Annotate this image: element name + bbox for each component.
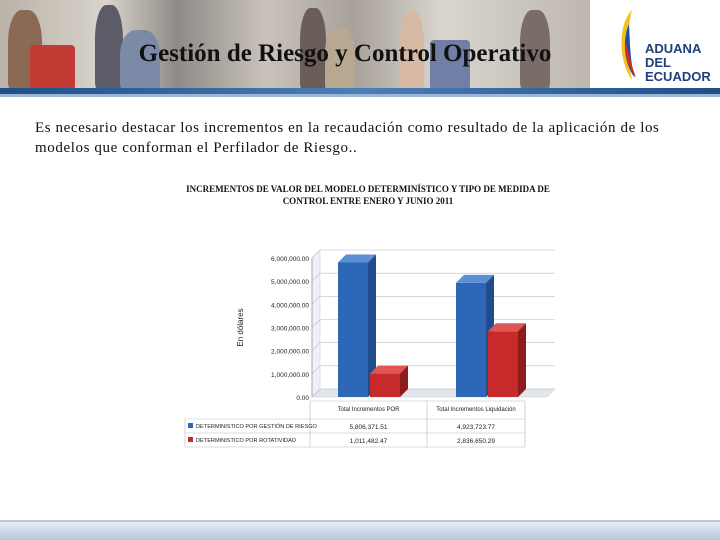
chart-svg [196, 215, 560, 447]
legend-swatch [188, 437, 193, 442]
bar-deterministico-rotatividad [370, 374, 400, 397]
category-label: Total Incrementos POR [337, 407, 400, 413]
y-tick-label: 1,000,000.00 [271, 371, 309, 379]
y-tick-label: 3,000,000.00 [271, 325, 309, 333]
footer-band [0, 522, 720, 540]
y-tick-label: 4,000,000.00 [271, 302, 309, 310]
header [0, 0, 720, 92]
header-band-light [0, 94, 720, 97]
legend-label: DETERMINISTICO POR GESTIÓN DE RIESGO [196, 424, 317, 430]
logo-text: ADUANA DEL ECUADOR [645, 41, 711, 84]
y-tick-label: 0.00 [296, 395, 309, 402]
bar-deterministico-gestion [338, 262, 368, 397]
bar-side [518, 323, 526, 397]
legend-label: DETERMINISTICO POR ROTATIVIDAD [196, 438, 296, 444]
y-axis-label: En dólares [236, 308, 245, 347]
data-value-label: 2,836,650.29 [457, 438, 495, 445]
y-tick-label: 2,000,000.00 [271, 348, 309, 356]
legend-swatch [188, 423, 193, 428]
y-tick-label: 6,000,000.00 [271, 256, 309, 263]
chart-title: INCREMENTOS DE VALOR DEL MODELO DETERMINÍSTICO Y TIPO DE MEDIDA DE CONTROL ENTRE ENERO Y JUNIO 2011 [186, 184, 550, 206]
y-tick-label: 5,000,000.00 [271, 279, 309, 287]
data-value-label: 5,806,371.51 [349, 424, 388, 431]
page-title: Gestión de Riesgo y Control Operativo [138, 40, 552, 67]
bar-deterministico-rotatividad [488, 331, 518, 397]
bar-chart [196, 215, 560, 447]
intro-text: Es necesario destacar los incrementos en la recaudación como resultado de la aplicación de los modelos que conforman el Perfilador de Riesgo.. [35, 120, 660, 156]
data-value-label: 4,923,723.77 [457, 424, 495, 431]
bar-deterministico-gestion [456, 283, 486, 397]
category-label: Total Incrementos Liquidación [436, 407, 516, 413]
data-value-label: 1,011,482.47 [349, 438, 388, 445]
